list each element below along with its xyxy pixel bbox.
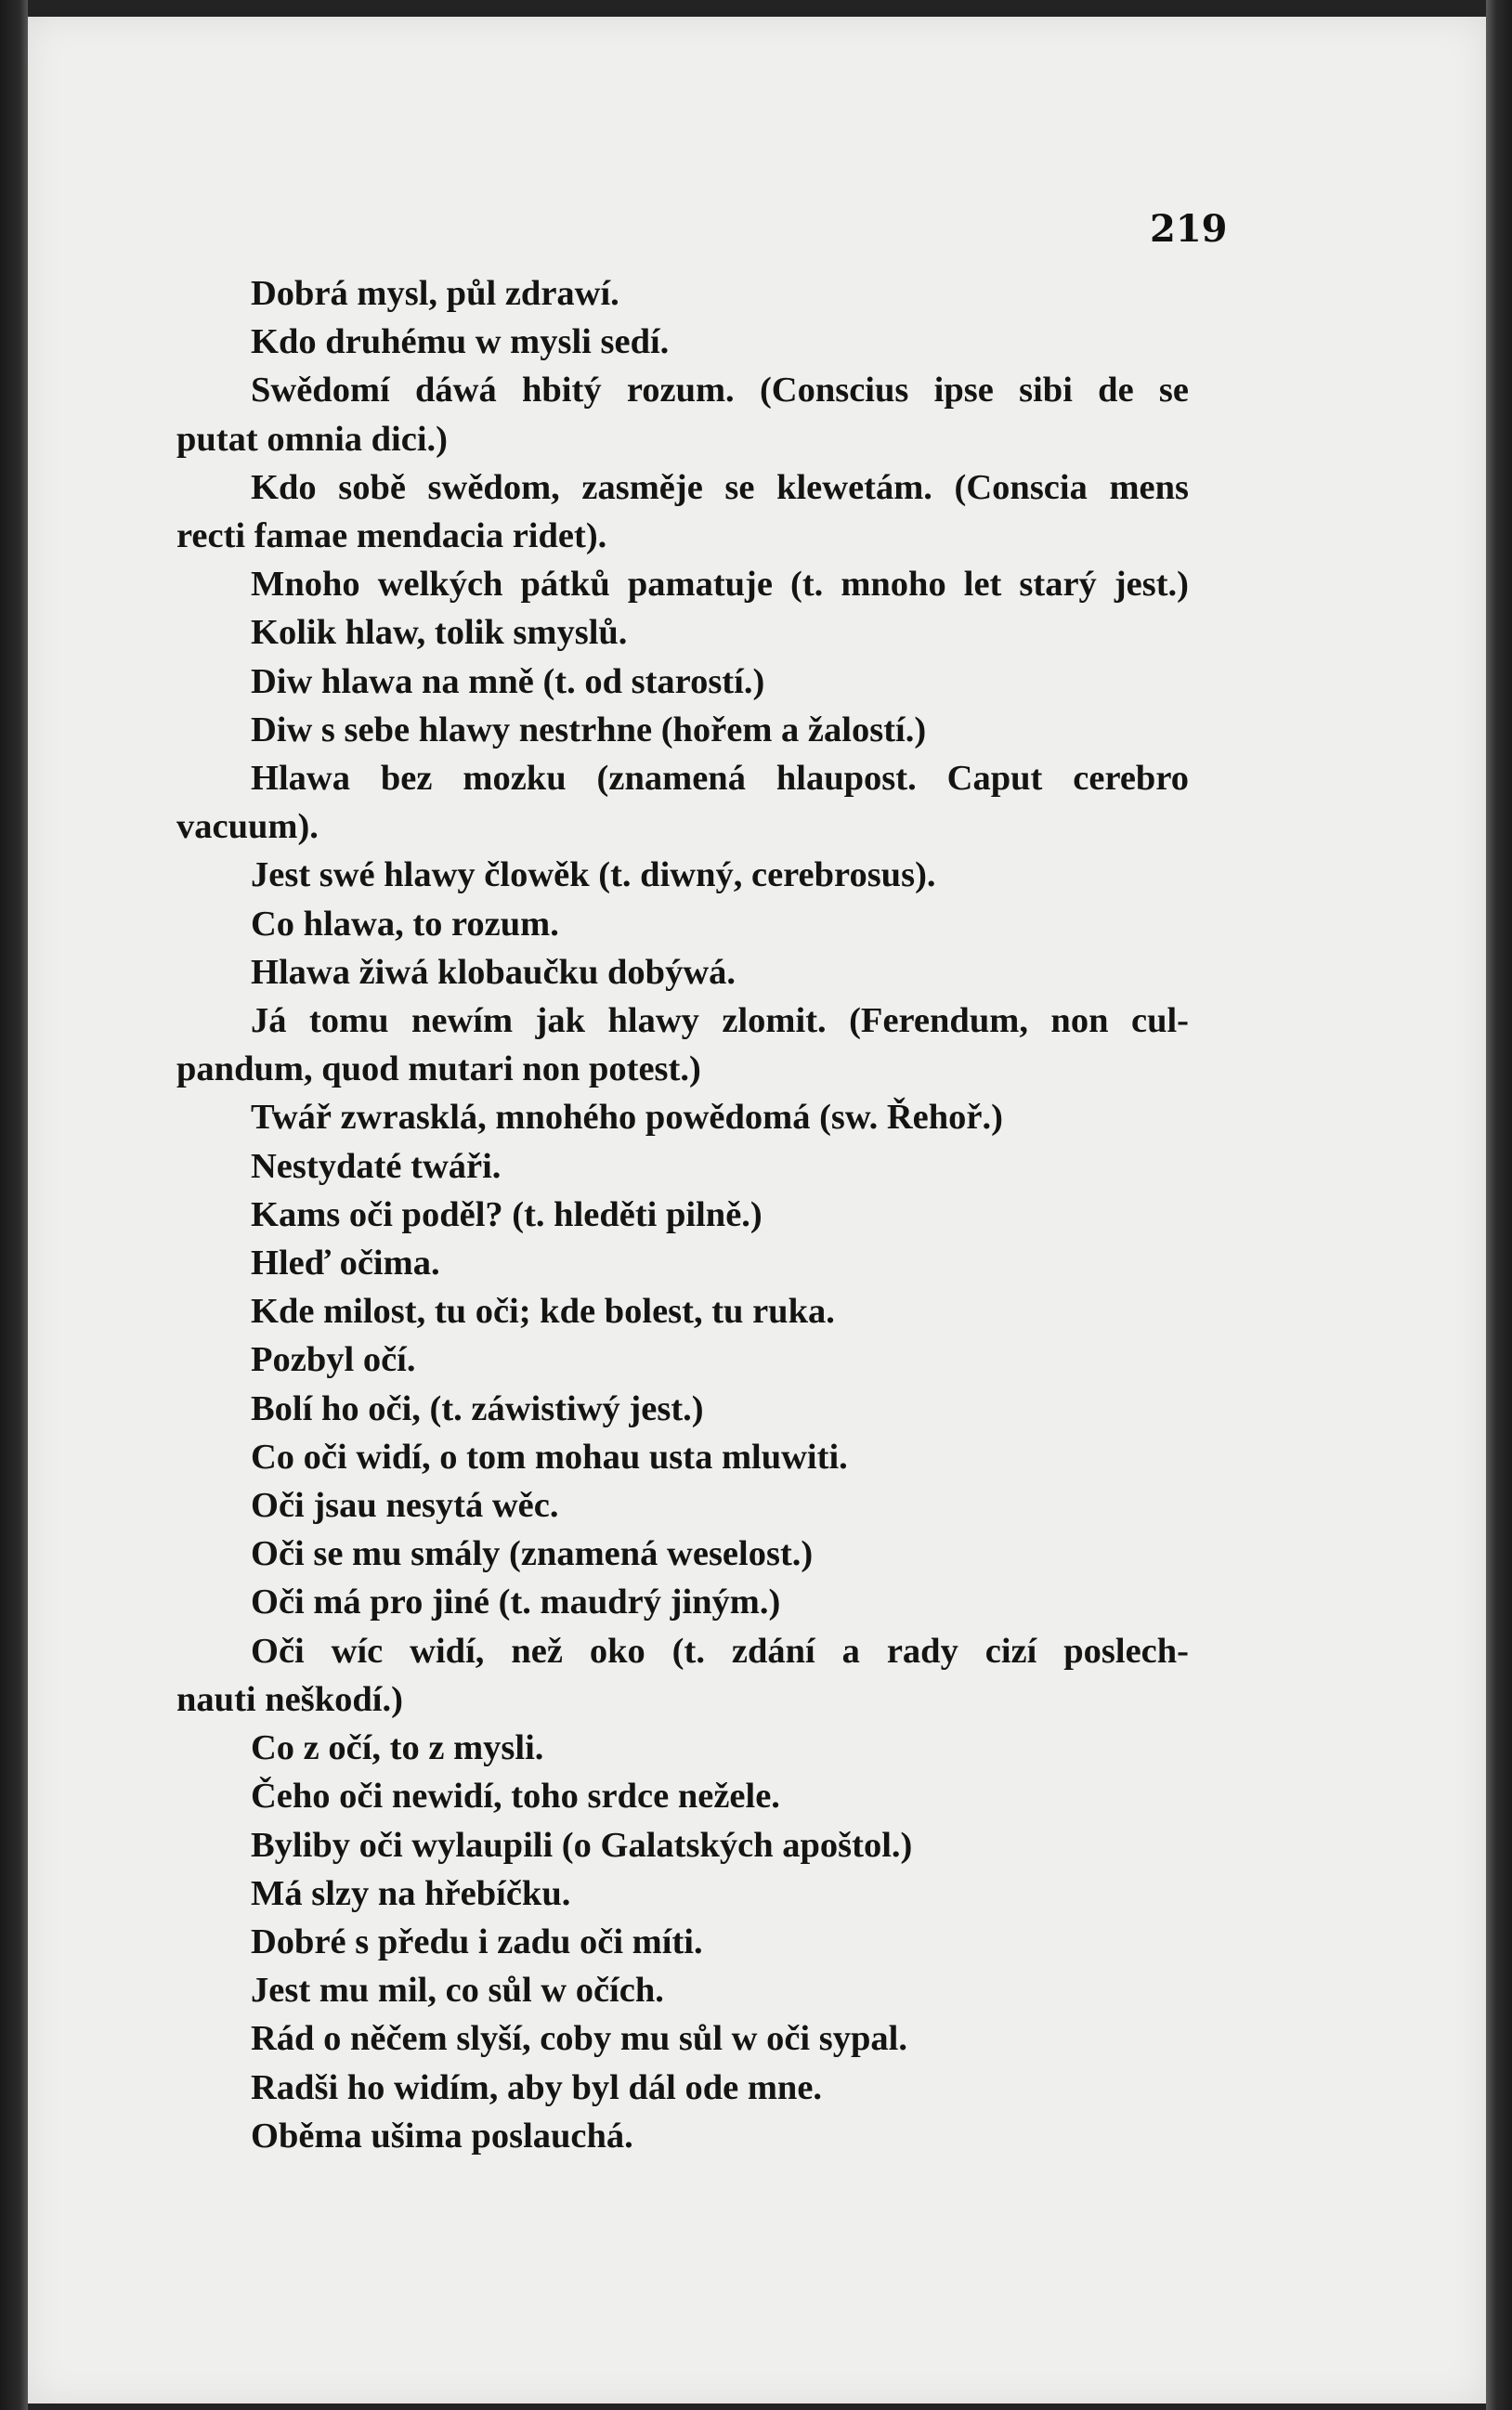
text-line: Kams oči poděl? (t. hleděti pilně.): [251, 1194, 763, 1234]
text-line: Co z očí, to z mysli.: [251, 1728, 544, 1768]
text-line: Čeho oči newidí, toho srdce nežele.: [251, 1777, 780, 1817]
text-line: Mnoho welkých pátků pamatuje (t. mnoho let starý jest.): [251, 565, 1189, 605]
text-line: Oči jsau nesytá wěc.: [251, 1486, 559, 1526]
text-line: Kdo druhému w mysli sedí.: [251, 322, 670, 362]
text-line: Kdo sobě swědom, zasměje se klewetám. (Conscia mens: [251, 467, 1189, 507]
text-line: Swědomí dáwá hbitý rozum. (Conscius ipse sibi de se: [251, 371, 1189, 410]
scan-right-edge: [1486, 0, 1512, 2410]
text-line: Jest mu mil, co sůl w očích.: [251, 1971, 664, 2011]
text-line: Dobré s předu i zadu oči míti.: [251, 1921, 703, 1961]
text-line: Hlawa žiwá klobaučku dobýwá.: [251, 952, 736, 992]
text-line: Byliby oči wylaupili (o Galatských apoštol.): [251, 1825, 913, 1865]
text-line: pandum, quod mutari non potest.): [176, 1049, 701, 1089]
text-line: Bolí ho oči, (t. záwistiwý jest.): [251, 1388, 704, 1428]
text-line: Hlawa bez mozku (znamená hlaupost. Caput cerebro: [251, 759, 1189, 799]
text-line: Radši ho widím, aby byl dál ode mne.: [251, 2067, 823, 2107]
page-number: 219: [1150, 207, 1228, 251]
text-line: Má slzy na hřebíčku.: [251, 1873, 571, 1913]
scan-left-edge: [0, 0, 28, 2410]
text-line: recti famae mendacia ridet).: [176, 516, 607, 556]
text-line: Co hlawa, to rozum.: [251, 904, 559, 944]
text-line: Jest swé hlawy člowěk (t. diwný, cerebrosus).: [251, 855, 936, 895]
text-line: nauti neškodí.): [176, 1679, 403, 1719]
text-line: Co oči widí, o tom mohau usta mluwiti.: [251, 1437, 848, 1477]
text-line: Kde milost, tu oči; kde bolest, tu ruka.: [251, 1292, 835, 1332]
text-line: Dobrá mysl, půl zdrawí.: [251, 274, 619, 313]
text-line: Diw hlawa na mně (t. od starostí.): [251, 661, 765, 701]
text-line: Diw s sebe hlawy nestrhne (hořem a žalostí.): [251, 710, 927, 749]
text-line: Rád o něčem slyší, coby mu sůl w oči sypal.: [251, 2019, 907, 2059]
text-line: Kolik hlaw, tolik smyslů.: [251, 613, 628, 653]
text-line: putat omnia dici.): [176, 419, 448, 459]
text-line: Oči má pro jiné (t. maudrý jiným.): [251, 1583, 781, 1622]
text-line: Hleď očima.: [251, 1244, 440, 1283]
text-line: Oči se mu smály (znamená weselost.): [251, 1534, 814, 1574]
text-line: Twář zwrasklá, mnohého powědomá (sw. Řehoř.): [251, 1098, 1003, 1138]
page-text: [176, 269, 1189, 2160]
text-line: Pozbyl očí.: [251, 1340, 416, 1380]
text-line: Já tomu newím jak hlawy zlomit. (Ferendum, non cul-: [251, 1001, 1189, 1041]
text-line: Oběma ušima poslauchá.: [251, 2116, 633, 2156]
text-line: Nestydaté twáři.: [251, 1146, 502, 1186]
text-line: vacuum).: [176, 807, 319, 847]
text-line: Oči wíc widí, než oko (t. zdání a rady cizí poslech-: [251, 1631, 1189, 1671]
